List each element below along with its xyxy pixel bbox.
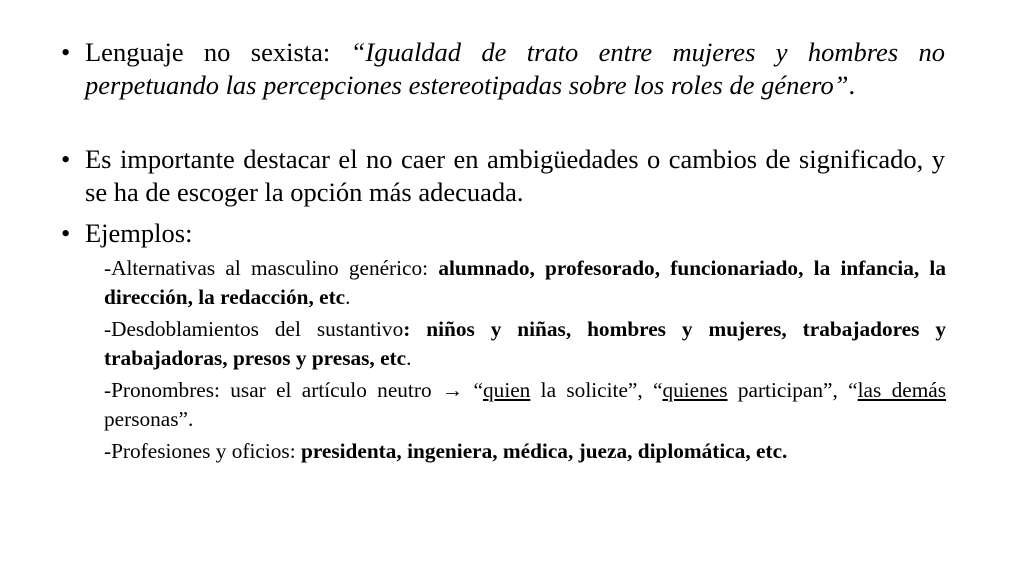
example-underlined-quien: quien (483, 378, 531, 402)
bullet-text: Ejemplos: (85, 218, 193, 248)
bullet-lead: Lenguaje no sexista: (85, 37, 351, 67)
example-lead: -Profesiones y oficios: (104, 439, 301, 463)
example-mid: participan”, “ (727, 378, 858, 402)
example-mid: la solicite”, “ (530, 378, 663, 402)
bullet-text (85, 36, 945, 102)
example-lead: -Desdoblamientos del sustantivo (104, 317, 404, 341)
example-end: . (406, 346, 412, 370)
bullet-ejemplos (63, 217, 945, 250)
example-bold: presidenta, ingeniera, médica, jueza, diplomática, etc. (300, 439, 788, 463)
example-end: personas”. (104, 407, 194, 431)
example-alternativas (104, 254, 946, 312)
example-bold: alumnado, profesorado, funcionariado, la infancia, la dirección, la redacción, etc (104, 256, 946, 309)
example-underlined-las-demas: las demás (857, 378, 946, 402)
bullet-end: . (848, 70, 856, 100)
bullet-lenguaje-no-sexista (63, 36, 945, 102)
bullet-quote: “Igualdad de trato entre mujeres y hombres no perpetuando las percepciones estereotipadas sobre los roles de género” (85, 37, 945, 100)
example-lead: -Alternativas al masculino genérico: (104, 256, 439, 280)
example-bold: : niños y niñas, hombres y mujeres, trabajadores y trabajadoras, presos y presas, etc (104, 317, 946, 370)
example-profesiones (104, 437, 946, 466)
bullet-dot: • (61, 144, 71, 174)
example-desdoblamientos (104, 315, 946, 373)
bullet-text: Es importante destacar el no caer en ambigüedades o cambios de significado, y se ha de escoger la opción más adecuada. (85, 144, 945, 207)
bullet-dot: • (61, 218, 71, 248)
bullet-dot: • (61, 37, 71, 67)
example-underlined-quienes: quienes (662, 378, 728, 402)
example-pronombres (104, 376, 946, 434)
bullet-ambiguedades (63, 143, 945, 209)
example-end: . (345, 285, 351, 309)
example-lead: -Pronombres: usar el artículo neutro → “ (104, 378, 484, 402)
